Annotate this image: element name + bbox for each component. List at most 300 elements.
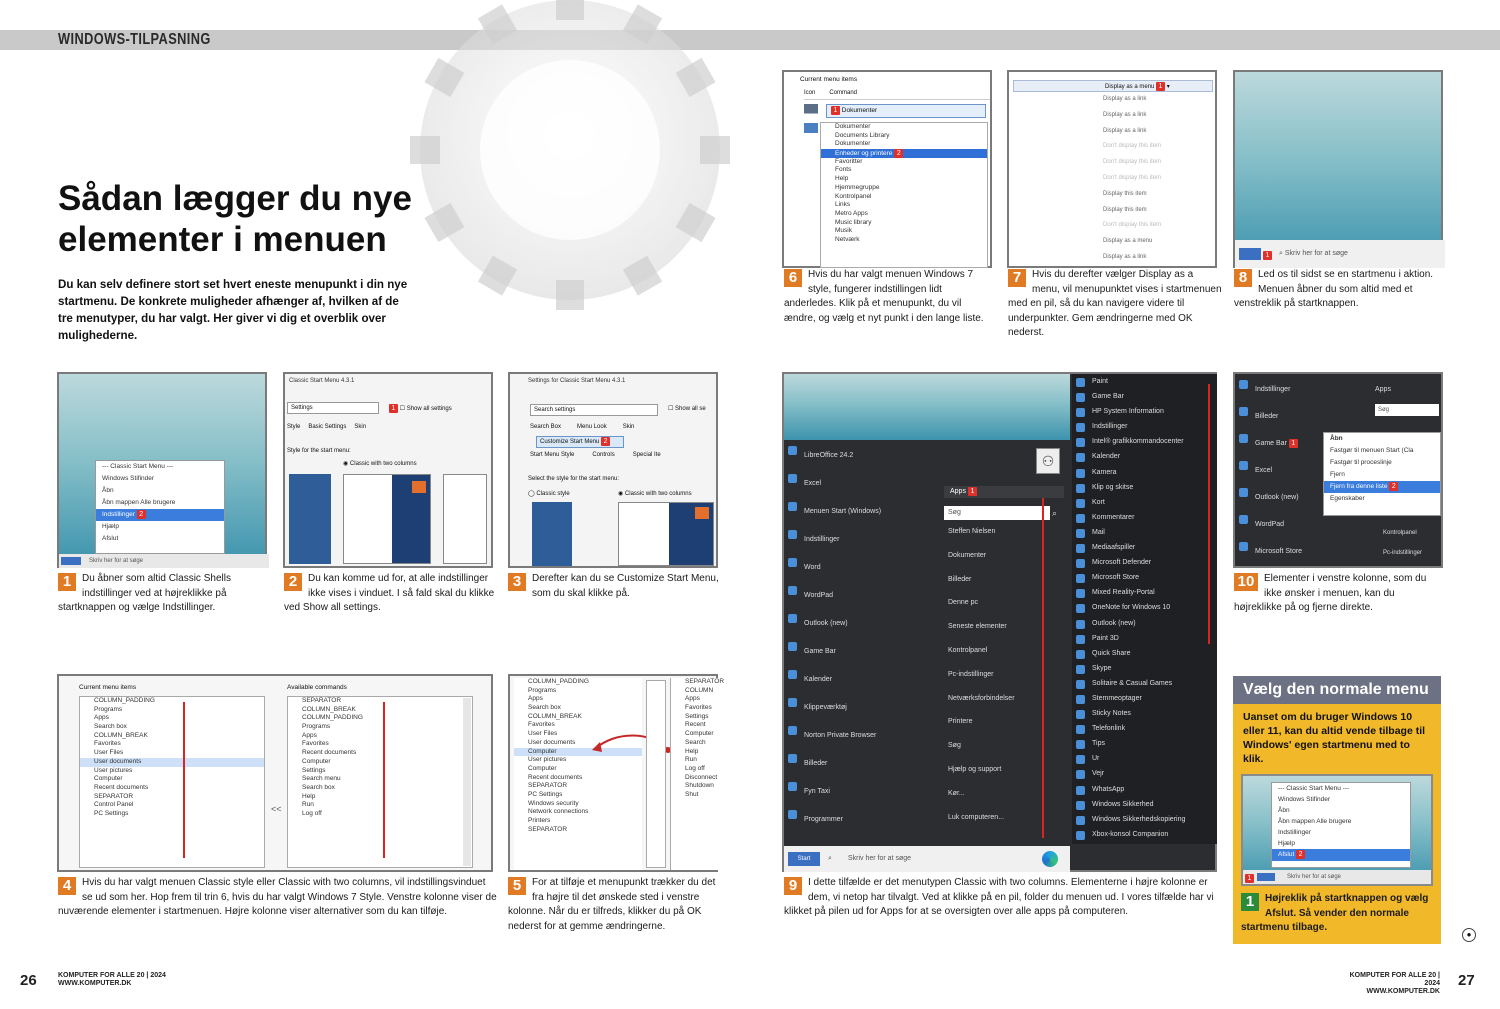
start-search-input[interactable]: Søg: [1375, 404, 1439, 416]
move-arrows-icon: <<: [271, 804, 282, 814]
step-number: 9: [784, 877, 802, 895]
list-item: Display as a link: [1103, 253, 1147, 260]
bracket-marker: [1042, 498, 1044, 838]
step-number: 1: [58, 573, 76, 591]
list-item: Programs: [302, 723, 331, 731]
menu-item[interactable]: Åbn: [1330, 435, 1343, 442]
list-item-selected: User documents: [80, 758, 264, 767]
apps-submenu: [1072, 374, 1217, 844]
start-menu-item[interactable]: Programmer: [784, 806, 934, 834]
list-item: Shut: [685, 790, 699, 798]
end-mark-icon: ●: [1462, 928, 1476, 942]
list-item: Favoritter: [835, 157, 863, 165]
caption-text: Hvis du har valgt menuen Windows 7 style, fungerer indstillingen lidt anderledes. Klik på et menupunkt, du vil ændre, og vælg et nyt punkt i den lange liste.: [784, 269, 984, 324]
start-menu-item[interactable]: Outlook (new): [1235, 484, 1325, 511]
start-menu-item[interactable]: WordPad: [784, 582, 934, 610]
start-menu-item[interactable]: Excel: [1235, 457, 1325, 484]
list-item-selected: Enheder og printere 2: [821, 149, 987, 158]
preview-classic: [532, 502, 572, 566]
menu-item: --- Classic Start Menu ---: [1278, 785, 1350, 792]
apps-link[interactable]: Apps: [1375, 386, 1391, 393]
search-icon: ⌕: [1052, 508, 1058, 518]
start-menu-item[interactable]: Hjælp og support: [948, 765, 1002, 773]
sidebar-lead: Uanset om du bruger Windows 10 eller 11, kan du altid vende tilbage til Windows' egen startmenu med to klik.: [1243, 711, 1426, 765]
window-title: Classic Start Menu 4.3.1: [289, 378, 355, 384]
list-item: Control Panel: [94, 801, 134, 809]
menu-item: Indstillinger: [1278, 829, 1311, 836]
page-number-right: 27: [1458, 972, 1475, 989]
list-item: Recent: [685, 721, 706, 729]
edge-icon[interactable]: [1042, 851, 1058, 867]
app-item[interactable]: Mixed Reality-Portal: [1072, 585, 1217, 600]
list-item: Log off: [302, 809, 322, 817]
tab: Style: [287, 424, 301, 430]
bracket-right: [383, 702, 385, 858]
screenshot-2: [283, 372, 493, 568]
screenshot-6: [782, 70, 992, 268]
list-item: Network connections: [528, 808, 589, 816]
start-menu-item[interactable]: Excel: [784, 470, 934, 498]
page-number-left: 26: [20, 972, 37, 989]
command-dropdown-list: [820, 122, 988, 268]
step-marker: 1: [1263, 242, 1272, 270]
app-item[interactable]: Ur: [1072, 751, 1217, 766]
scrollbar[interactable]: [463, 698, 471, 866]
list-item: SEPARATOR: [528, 782, 568, 790]
menu-item-remove[interactable]: Fjern fra denne liste 2: [1324, 481, 1440, 493]
footer-right: [1340, 972, 1440, 996]
start-menu-item[interactable]: Seneste elementer: [948, 623, 1007, 631]
list-item: Run: [302, 801, 314, 809]
caption-text: I dette tilfælde er det menutypen Classic with two columns. Elementerne i højre kolonne er dem, vi netop har tilvalgt. Ved at klikke på en pil, folder du menuen ud. I vores tilfælde har vi klikket på pilen ud for Apps for at se oversigten over alle apps på computeren.: [784, 877, 1214, 917]
left-column: [784, 442, 934, 838]
preview-win7: [443, 474, 487, 564]
list-item: PC Settings: [94, 809, 129, 817]
list-item: Printers: [528, 817, 551, 824]
start-menu-item[interactable]: Word: [784, 554, 934, 582]
caption-9: [784, 876, 1224, 920]
list-item: Settings: [302, 766, 326, 774]
tab: Controls: [592, 452, 615, 458]
menu-item[interactable]: Fjern: [1330, 471, 1345, 478]
right-column-header: Available commands: [287, 684, 347, 691]
taskbar: [59, 554, 269, 568]
step-number: 2: [284, 573, 302, 591]
app-item[interactable]: Windows Sikkerhed: [1072, 797, 1217, 812]
list-item: Search menu: [302, 775, 341, 783]
list-item: Favorites: [528, 721, 555, 729]
list-item: SEPARATOR: [528, 825, 568, 833]
caption-text: Du åbner som altid Classic Shells indstillinger ved at højreklikke på startknappen og vælge Indstillinger.: [58, 573, 231, 613]
list-item: Computer: [302, 757, 331, 765]
list-item: Favorites: [685, 704, 712, 712]
footer-left: [58, 972, 166, 988]
taskbar-search: Skriv her for at søge: [1287, 874, 1342, 880]
start-menu-item[interactable]: Pc-indstillinger: [948, 670, 994, 678]
list-item: Search box: [94, 723, 127, 731]
start-menu-item[interactable]: Microsoft Store: [1235, 538, 1325, 565]
menu-item: Afslut: [102, 535, 119, 542]
list-item: Apps: [528, 695, 543, 703]
step-number: 5: [508, 877, 526, 895]
list-item: User pictures: [94, 766, 133, 774]
list-item: Musik: [835, 227, 852, 235]
list-item: Display as a link: [1103, 127, 1147, 134]
app-item[interactable]: Stemmeoptager: [1072, 691, 1217, 706]
screenshot-8: [1233, 70, 1443, 268]
app-item[interactable]: Windows Sikkerhedskopiering: [1072, 812, 1217, 827]
app-item[interactable]: Tips: [1072, 736, 1217, 751]
left-column: [1235, 376, 1325, 566]
start-menu-item[interactable]: Game Bar: [784, 638, 934, 666]
start-menu-item[interactable]: Billeder: [784, 750, 934, 778]
app-item[interactable]: Xbox-konsol Companion: [1072, 827, 1217, 842]
column-header: Icon: [804, 90, 816, 96]
list-item: Display as a menu: [1103, 238, 1153, 245]
list-item: PC Settings: [528, 790, 563, 798]
step-number: 4: [58, 877, 76, 895]
caption-4: [58, 876, 498, 920]
screenshot-7: [1007, 70, 1217, 268]
list-item: Display this item: [1103, 206, 1147, 213]
app-item[interactable]: Paint: [1072, 374, 1217, 389]
tab: Special Ite: [632, 452, 661, 458]
settings-search: Settings: [287, 402, 379, 414]
list-item: Display this item: [1103, 190, 1147, 197]
screenshot-3: [508, 372, 718, 568]
start-menu-item[interactable]: Kør...: [948, 789, 965, 797]
list-item: User documents: [528, 738, 576, 746]
screenshot-4: [57, 674, 493, 872]
list-item: Dokumenter: [835, 140, 871, 148]
style-label: Style for the start menu:: [287, 448, 351, 454]
start-menu-item[interactable]: Menuen Start (Windows): [784, 498, 934, 526]
list-item: Favorites: [94, 740, 121, 748]
menu-item: Windows Stifinder: [102, 475, 155, 482]
list-item: Search: [685, 738, 706, 746]
user-avatar-icon[interactable]: ⚇: [1036, 448, 1060, 474]
available-commands-list: [670, 678, 725, 870]
list-item: Dokumenter: [835, 123, 871, 130]
start-menu-item[interactable]: Steffen Nielsen: [948, 528, 996, 535]
list-item: Kontrolpanel: [835, 192, 872, 200]
start-button: [1257, 873, 1275, 881]
step-number: 8: [1234, 269, 1252, 287]
app-item[interactable]: Paint 3D: [1072, 631, 1217, 646]
menu-item[interactable]: Egenskaber: [1330, 495, 1365, 502]
caption-text: Højreklik på startknappen og vælg Afslut. Så vender den normale startmenu tilbage.: [1241, 893, 1429, 933]
list-item: COLUMN_PADDING: [302, 714, 363, 722]
taskbar: [1243, 870, 1431, 884]
list-item: User pictures: [528, 756, 567, 764]
icon-column: [804, 104, 818, 264]
list-item: COLUMN_PADDING: [94, 697, 155, 704]
tab: Skin: [354, 424, 367, 430]
article-title: [58, 178, 412, 260]
start-menu-item[interactable]: Luk computeren...: [948, 813, 1005, 821]
app-item[interactable]: Microsoft Defender: [1072, 555, 1217, 570]
list-item: Don't display this item: [1103, 174, 1162, 181]
start-menu-item[interactable]: Norton Private Browser: [784, 722, 934, 750]
taskbar: [1235, 240, 1445, 268]
selected-command[interactable]: 1 Dokumenter: [826, 104, 986, 118]
list-item: Search box: [302, 783, 335, 791]
start-menu-item[interactable]: Klippeværktøj: [784, 694, 934, 722]
app-item[interactable]: Microsoft Store: [1072, 570, 1217, 585]
context-menu: [1271, 782, 1411, 868]
menu-item: Åbn mappen Alle brugere: [102, 499, 176, 506]
gear-decoration-icon: [380, 0, 760, 320]
start-button: [61, 557, 81, 565]
menu-item: Hjælp: [102, 523, 119, 530]
menu-item: --- Classic Start Menu ---: [102, 463, 174, 470]
menu-item: Åbn: [1278, 807, 1290, 814]
list-item: COLUMN_PADDING: [528, 678, 589, 685]
list-item: Don't display this item: [1103, 143, 1162, 150]
sidebar-caption: [1241, 892, 1437, 936]
step-number: 1: [1241, 893, 1259, 911]
current-items-list: [514, 678, 642, 870]
step-marker: 1: [1245, 872, 1254, 886]
desktop-wallpaper: [784, 374, 1070, 440]
start-menu-item[interactable]: Fyn Taxi: [784, 778, 934, 806]
start-menu-item[interactable]: Billeder: [948, 575, 972, 583]
caption-text: For at tilføje et menupunkt trækker du det fra højre til det ønskede sted i venstre kolonne. Når du er tilfreds, klikker du på OK nederst for at gemme ændringerne.: [508, 877, 716, 932]
menu-item-exit: Afslut 2: [1272, 849, 1410, 861]
app-item[interactable]: Game Bar: [1072, 389, 1217, 404]
app-item[interactable]: Mail: [1072, 525, 1217, 540]
menu-item: Windows Stifinder: [1278, 796, 1331, 803]
search-icon: ⌕: [1279, 250, 1285, 257]
list-item: Apps: [94, 714, 109, 722]
list-item: Computer: [94, 775, 123, 783]
start-menu-item[interactable]: Printere: [948, 718, 973, 726]
website: WWW.KOMPUTER.DK: [1366, 988, 1440, 995]
tab: Skin: [622, 424, 635, 430]
taskbar: [784, 846, 1070, 872]
settings-search: Search settings: [530, 404, 658, 416]
menu-item[interactable]: Fastgør til proceslinje: [1330, 459, 1392, 466]
app-item[interactable]: Kamera: [1072, 465, 1217, 480]
screenshot-5: [508, 674, 725, 872]
menu-item: Hjælp: [1278, 840, 1295, 847]
taskbar-search: Skriv her for at søge: [89, 558, 144, 564]
app-item[interactable]: Telefonlink: [1072, 721, 1217, 736]
list-item: SEPARATOR: [302, 697, 342, 704]
tab: Start Menu Style: [530, 452, 575, 458]
list-item: SEPARATOR: [685, 678, 725, 685]
show-all-checkbox: ☐ Show all se: [668, 406, 706, 412]
style-label: Select the style for the start menu:: [528, 476, 620, 482]
start-menu-item[interactable]: Indstillinger: [784, 526, 934, 554]
app-item[interactable]: Indstillinger: [1072, 419, 1217, 434]
start-menu-item[interactable]: Kontrolpanel: [948, 646, 988, 654]
list-item: Shutdown: [685, 782, 714, 790]
menu-item-settings: Indstillinger 2: [96, 509, 224, 521]
bracket-left: [183, 702, 185, 858]
menu-item: Åbn mappen Alle brugere: [1278, 818, 1352, 825]
caption-10: [1234, 572, 1444, 616]
article-lead: Du kan selv definere stort set hvert eneste menupunkt i din nye startmenu. De konkrete muligheder afhænger af, hvilken af de tre menutyper, du har valgt. Her giver vi dig et overblik over mulighederne.: [58, 278, 408, 342]
tab: Menu Look: [577, 424, 607, 430]
app-item[interactable]: Kalender: [1072, 449, 1217, 464]
start-menu-item[interactable]: Dokumenter: [948, 551, 987, 559]
list-item: Windows security: [528, 799, 579, 807]
website: WWW.KOMPUTER.DK: [58, 980, 132, 987]
tabs: [287, 424, 487, 430]
list-item: Metro Apps: [835, 209, 868, 217]
caption-5: [508, 876, 722, 934]
show-all-checkbox: 1 ☐ Show all settings: [389, 404, 452, 413]
screenshot-10: [1233, 372, 1443, 568]
app-item[interactable]: Skype: [1072, 661, 1217, 676]
current-items-list: [79, 696, 265, 868]
start-button[interactable]: Start: [788, 852, 820, 866]
display-options-list: [1103, 96, 1203, 266]
list-item: Display as a link: [1103, 96, 1147, 102]
search-icon: ⌕: [828, 855, 832, 862]
app-item[interactable]: Kort: [1072, 495, 1217, 510]
start-menu-item[interactable]: Søg: [948, 742, 961, 750]
menu-item[interactable]: Fastgør til menuen Start (Cla: [1330, 447, 1414, 454]
list-item: Help: [835, 175, 849, 183]
caption-2: [284, 572, 496, 616]
list-item: Search box: [528, 704, 561, 712]
scrollbar[interactable]: [646, 680, 666, 868]
start-menu-item[interactable]: Kalender: [784, 666, 934, 694]
list-item: Don't display this item: [1103, 159, 1162, 166]
list-item-drop-target: Computer: [514, 748, 642, 757]
title-line-1: Sådan lægger du nye: [58, 179, 412, 218]
sidebar-screenshot: [1241, 774, 1433, 886]
preview-classic: [289, 474, 331, 564]
caption-1: [58, 572, 270, 616]
list-item: User Files: [528, 730, 558, 738]
preview-two-columns: [343, 474, 431, 564]
caption-text: Elementer i venstre kolonne, som du ikke ønsker i menuen, kan du højreklikke på og fjerne direkte.: [1234, 573, 1427, 613]
section-label: WINDOWS-TILPASNING: [58, 31, 211, 48]
list-item: Recent documents: [302, 749, 357, 757]
list-item: Run: [685, 756, 697, 764]
context-menu: [95, 460, 225, 554]
sidebar-box: [1233, 676, 1441, 944]
tabs-row-2: [530, 452, 720, 458]
window-title: Settings for Classic Start Menu 4.3.1: [528, 378, 626, 384]
app-item[interactable]: Outlook (new): [1072, 616, 1217, 631]
column-header: Command: [829, 90, 858, 96]
start-menu-item[interactable]: LibreOffice 24.2: [784, 442, 934, 470]
start-menu-item[interactable]: WordPad: [1235, 511, 1325, 538]
middle-column: [942, 528, 1070, 838]
list-item: Disconnect: [685, 773, 718, 781]
tab: Basic Settings: [308, 424, 347, 430]
app-item[interactable]: Intel® grafikkommandocenter: [1072, 434, 1217, 449]
list-item: Favorites: [302, 740, 329, 748]
caption-8: [1234, 268, 1444, 312]
caption-text: Derefter kan du se Customize Start Menu, som du skal klikke på.: [532, 573, 719, 599]
list-item: Links: [835, 201, 851, 209]
title-line-2: elementer i menuen: [58, 220, 387, 259]
list-item: Don't display this item: [1103, 222, 1162, 229]
list-item: Log off: [685, 764, 705, 772]
list-item: Music library: [835, 218, 872, 226]
app-item[interactable]: Vejr: [1072, 766, 1217, 781]
style-option: ◉ Classic with two columns: [343, 461, 417, 467]
list-item: Programs: [94, 705, 123, 713]
sidebar-title: Vælg den normale menu: [1233, 676, 1441, 704]
list-item: Computer: [528, 764, 557, 772]
list-item: Help: [302, 792, 316, 800]
start-search-input[interactable]: Søg: [944, 506, 1050, 520]
caption-6: [784, 268, 994, 326]
app-item[interactable]: OneNote for Windows 10: [1072, 600, 1217, 615]
style-option-two-columns: ◉ Classic with two columns: [618, 491, 692, 497]
display-dropdown[interactable]: Display as a menu 1 ▾: [1105, 83, 1170, 91]
start-menu-item[interactable]: Denne pc: [948, 599, 978, 607]
app-item[interactable]: Quick Share: [1072, 646, 1217, 661]
start-button[interactable]: [1239, 248, 1261, 260]
app-item[interactable]: HP System Information: [1072, 404, 1217, 419]
list-item: User Files: [94, 749, 124, 757]
menu-item: Åbn: [102, 487, 114, 494]
list-item: Netværk: [835, 235, 860, 243]
column-headers: [804, 90, 990, 100]
step-number: 3: [508, 573, 526, 591]
tab: Search Box: [530, 424, 562, 430]
list-item: Apps: [302, 731, 317, 739]
app-item[interactable]: Sticky Notes: [1072, 706, 1217, 721]
list-item: SEPARATOR: [94, 792, 134, 800]
step-number: 10: [1234, 573, 1258, 591]
list-item: COLUMN_BREAK: [94, 731, 148, 739]
screenshot-1: [57, 372, 267, 568]
left-column-header: Current menu items: [79, 684, 137, 691]
apps-button[interactable]: Apps 1: [944, 486, 1064, 498]
start-menu-item[interactable]: Kontrolpanel: [1383, 530, 1417, 536]
list-item: Help: [685, 747, 699, 755]
style-option-classic: ◯ Classic style: [528, 491, 570, 497]
app-item[interactable]: Kommentarer: [1072, 510, 1217, 525]
preview-two-columns: [618, 502, 714, 566]
caption-text: Hvis du derefter vælger Display as a menu, vil menupunktet vises i startmenuen med en pil, så du kan navigere videre til underpunkter. Gem ændringerne med OK nederst.: [1008, 269, 1222, 338]
start-menu-item[interactable]: Outlook (new): [784, 610, 934, 638]
publication: KOMPUTER FOR ALLE 20 | 2024: [1349, 972, 1440, 987]
list-item: Computer: [685, 730, 714, 738]
app-item[interactable]: Solitaire & Casual Games: [1072, 676, 1217, 691]
caption-text: Hvis du har valgt menuen Classic style eller Classic with two columns, vil indstillingsvinduet se ud som her. Hop frem til trin 6, hvis du har valgt Windows 7 Style. Venstre kolonne viser de nuværende elementer i startmenuen. Højre kolonne viser alternativer som du kan tilføje.: [58, 877, 497, 917]
start-menu-item-target[interactable]: Game Bar 1: [1235, 430, 1325, 457]
list-header: Current menu items: [800, 76, 858, 83]
taskbar-search[interactable]: Skriv her for at søge: [1284, 250, 1348, 257]
list-item: Recent documents: [528, 773, 583, 781]
available-commands-list: [287, 696, 473, 868]
app-item[interactable]: Klip og skitse: [1072, 480, 1217, 495]
start-menu-item[interactable]: Netværksforbindelser: [948, 694, 1015, 702]
publication: KOMPUTER FOR ALLE 20 | 2024: [58, 972, 166, 979]
caption-text: Du kan komme ud for, at alle indstillinger ikke vises i vinduet. I så fald skal du klikke ved Show all settings.: [284, 573, 495, 613]
start-menu-item[interactable]: Billeder: [1235, 403, 1325, 430]
list-item: Hjemmegruppe: [835, 183, 880, 191]
caption-3: [508, 572, 720, 601]
start-menu-item[interactable]: Indstillinger: [1235, 376, 1325, 403]
list-item: Fonts: [835, 166, 852, 174]
start-menu-item[interactable]: Pc-indstillinger: [1383, 550, 1423, 556]
taskbar-search[interactable]: Skriv her for at søge: [848, 855, 912, 862]
caption-text: Led os til sidst se en startmenu i aktion. Menuen åbner du som altid med et venstreklik på startknappen.: [1234, 269, 1434, 309]
list-item: COLUMN_BREAK: [528, 712, 582, 720]
app-item[interactable]: Mediaafspiller: [1072, 540, 1217, 555]
app-item[interactable]: WhatsApp: [1072, 782, 1217, 797]
